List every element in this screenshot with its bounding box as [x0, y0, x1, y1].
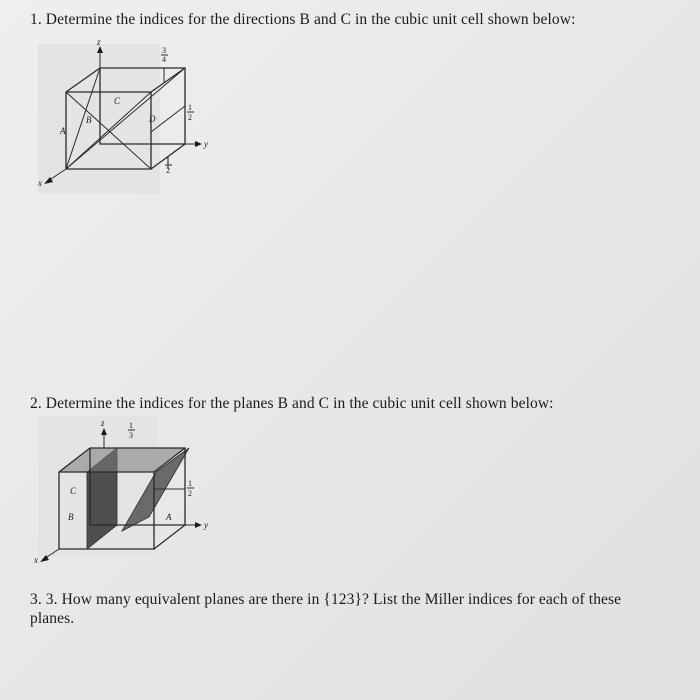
figure-1-y-label: y — [204, 139, 208, 149]
figure-1-frac-right-den: 2 — [188, 113, 192, 122]
figure-1-frac-bottom-den: 2 — [166, 166, 170, 175]
figure-1-x-label: x — [38, 178, 42, 188]
figure-2-plane-cube — [30, 416, 230, 566]
figure-1-label-a: A — [60, 126, 66, 136]
figure-1-z-label: z — [97, 37, 101, 47]
figure-1-frac-right-num: 1 — [188, 103, 192, 112]
figure-2-frac-top-num: 1 — [129, 421, 133, 430]
cube2-edge-br — [154, 525, 185, 549]
question-3-text: 3. 3. How many equivalent planes are there in {123}? List the Miller indices for each of these planes. — [30, 591, 622, 627]
figure-2-y-label: y — [204, 520, 208, 530]
cube1-y-arrow — [195, 141, 202, 147]
figure-1-label-c: C — [114, 96, 121, 106]
figure-2-z-label: z — [101, 418, 105, 428]
figure-1-label-b: B — [86, 115, 92, 125]
figure-2-label-c: C — [70, 486, 77, 496]
question-1-text: 1. Determine the indices for the directions B and C in the cubic unit cell shown below: — [30, 11, 576, 28]
figure-2-frac-right-num: 1 — [188, 479, 192, 488]
figure-2-frac-top-den: 3 — [129, 431, 133, 440]
figure-2-x-label: x — [34, 555, 38, 565]
figure-1-frac-top-den: 4 — [162, 55, 166, 64]
figure-2-label-b: B — [68, 512, 74, 522]
figure-1-direction-cube — [30, 36, 230, 201]
figure-2-frac-right-den: 2 — [188, 489, 192, 498]
question-2-text: 2. Determine the indices for the planes B and C in the cubic unit cell shown below: — [30, 395, 554, 412]
figure-1-frac-bottom-num: 1 — [166, 156, 170, 165]
figure-1-label-d: D — [149, 114, 156, 124]
figure-2-label-a: A — [166, 512, 172, 522]
cube2-y-arrow — [195, 522, 202, 528]
figure-1-frac-top-num: 3 — [162, 46, 166, 55]
figure-1-background — [38, 44, 160, 194]
